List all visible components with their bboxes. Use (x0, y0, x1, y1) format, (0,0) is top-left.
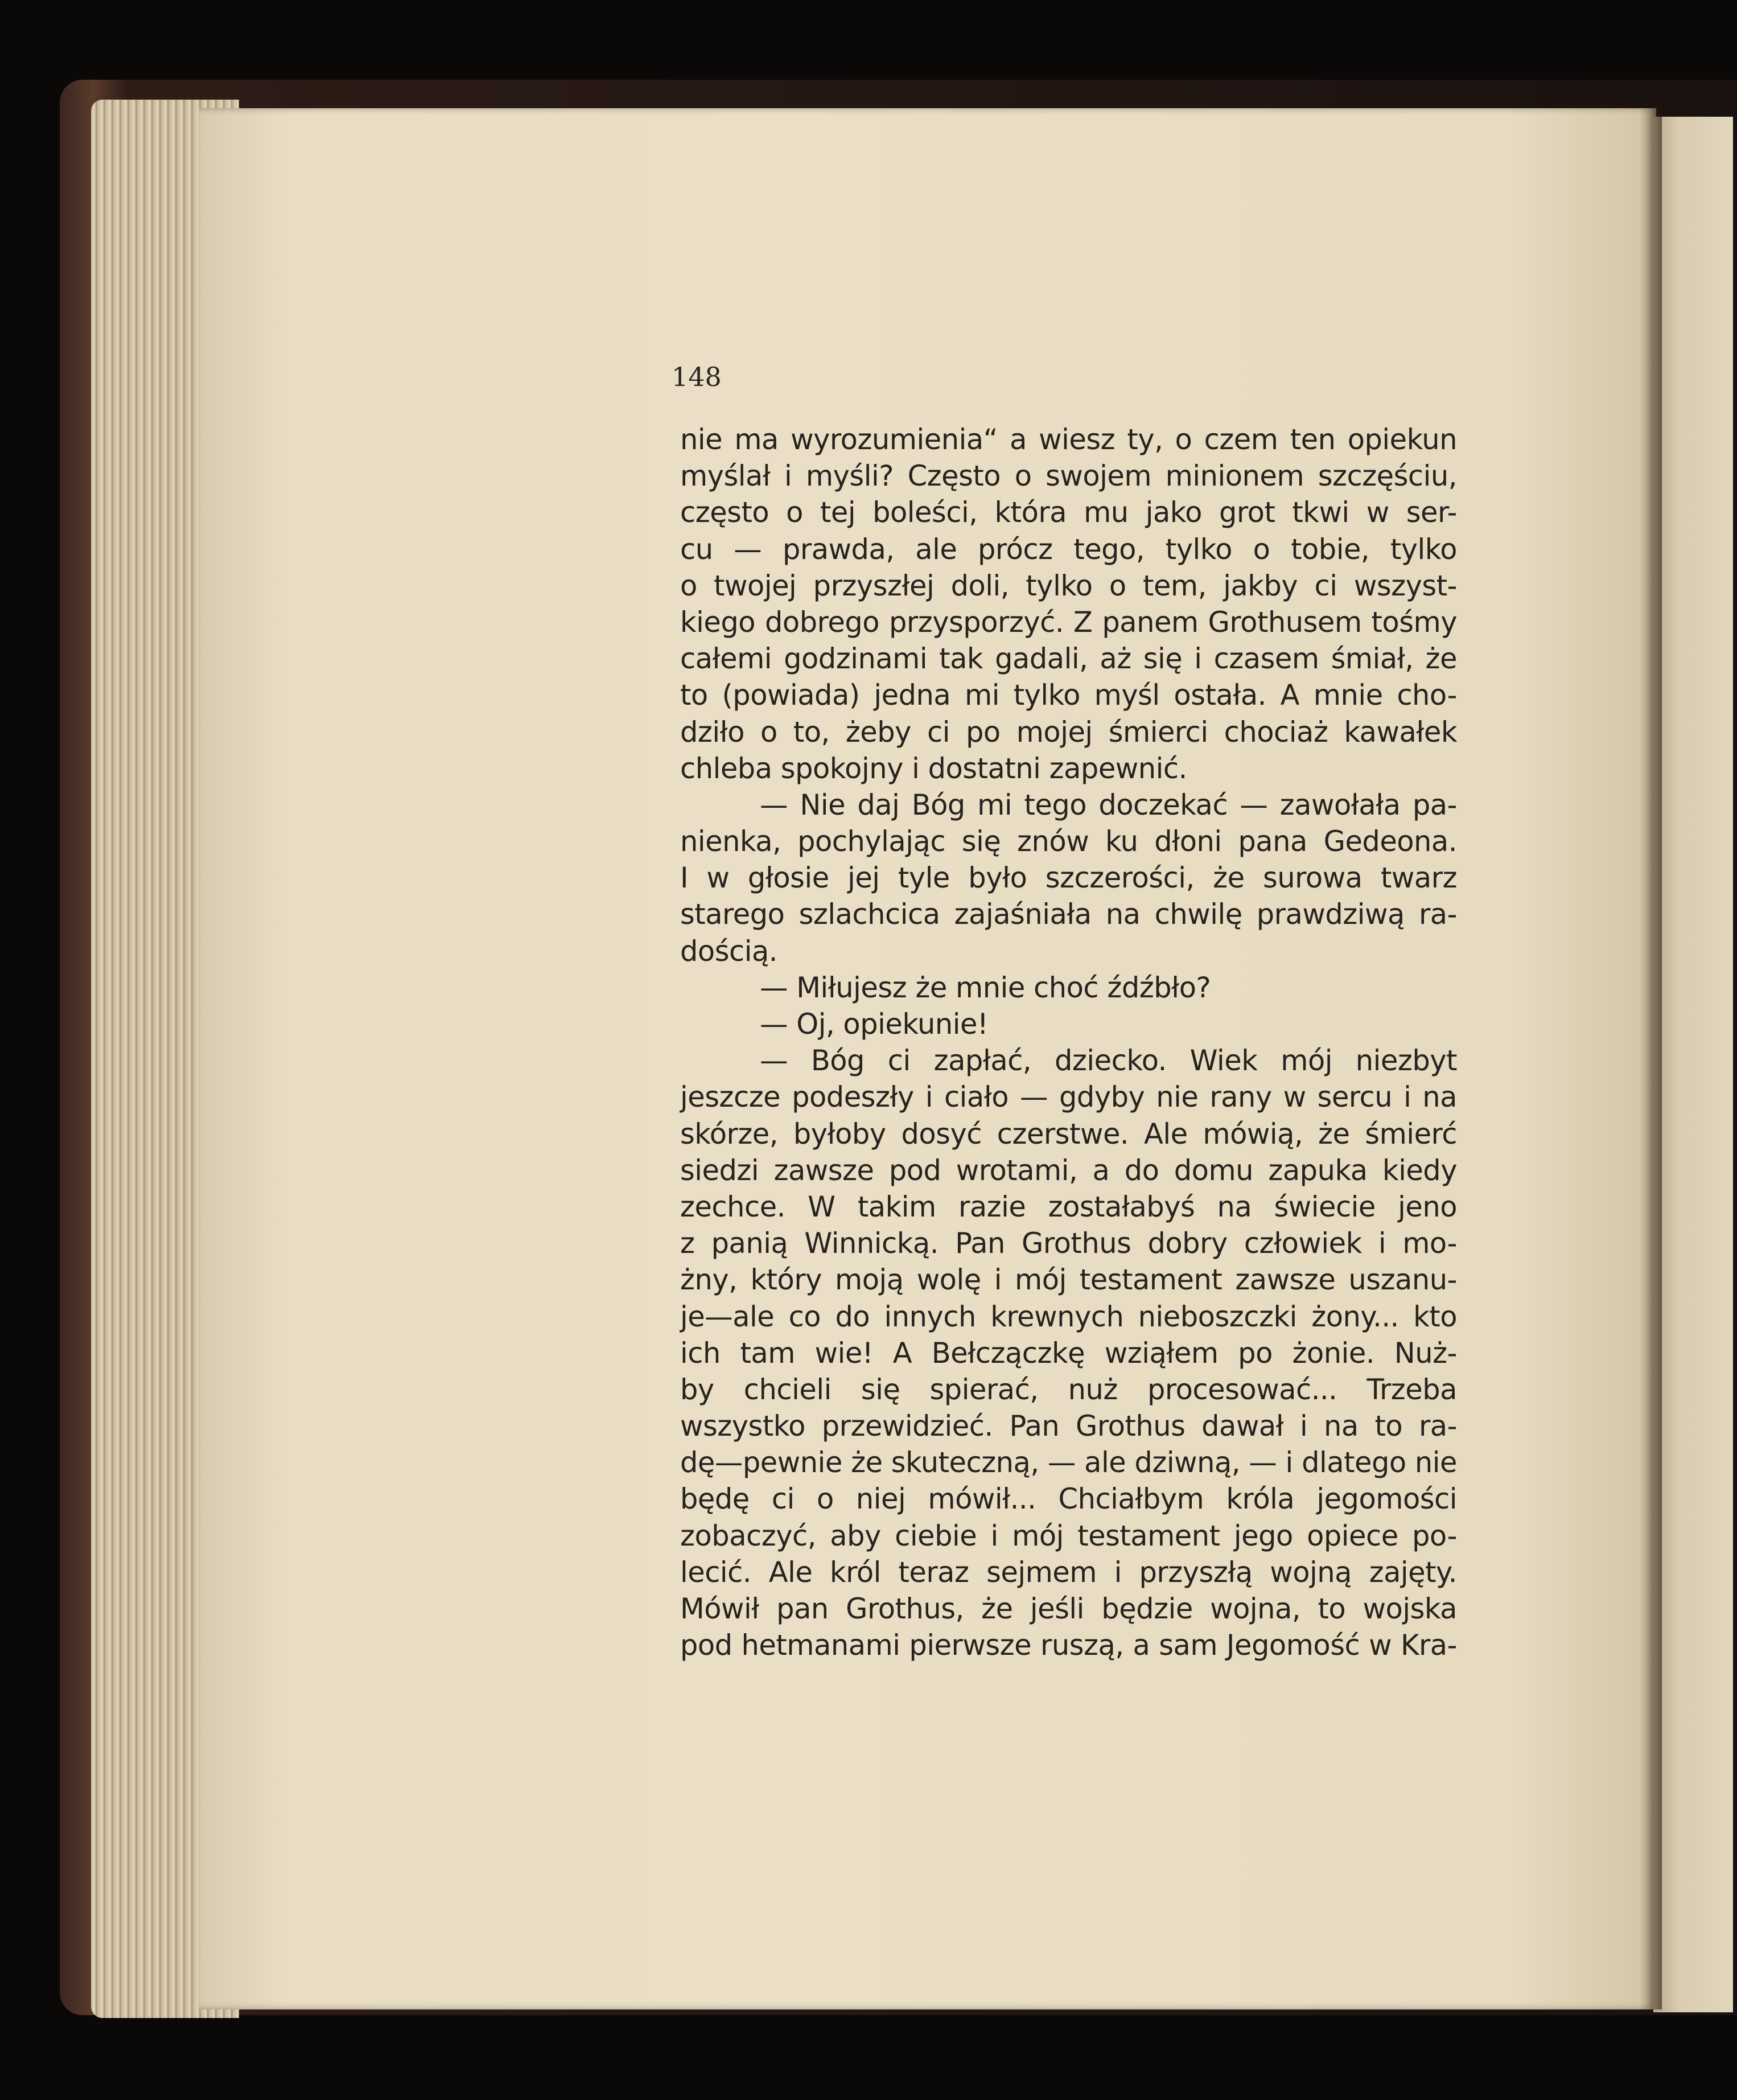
text-line: by chcieli się spierać, nuż procesować... Trzeba (680, 1372, 1457, 1406)
body-text (680, 421, 1457, 1663)
text-line: nie ma wyrozumienia“ a wiesz ty, o czem ten opiekun (680, 423, 1457, 456)
text-line: całemi godzinami tak gadali, aż się i czasem śmiał, że (680, 642, 1457, 676)
text-line: je—ale co do innych krewnych nieboszczki żony... kto (680, 1300, 1457, 1333)
text-line: cu — prawda, ale prócz tego, tylko o tobie, tylko (680, 532, 1457, 566)
text-line: będę ci o niej mówił... Chciałbym króla jegomości (680, 1482, 1457, 1516)
text-line: pod hetmanami pierwsze ruszą, a sam Jegomość w Kra- (680, 1629, 1457, 1662)
text-line: dziło o to, żeby ci po mojej śmierci chociaż kawałek (680, 715, 1457, 749)
text-line: lecić. Ale król teraz sejmem i przyszłą wojną zajęty. (680, 1555, 1457, 1589)
text-line: ich tam wie! A Bełczączkę wziąłem po żonie. Nuż- (680, 1336, 1457, 1370)
text-line: — Oj, opiekunie! (760, 1008, 989, 1041)
text-line: siedzi zawsze pod wrotami, a do domu zapuka kiedy (680, 1153, 1457, 1187)
page-number: 148 (672, 361, 722, 392)
text-line: myślał i myśli? Często o swojem minionem szczęściu, (680, 459, 1457, 493)
text-line: — Miłujesz że mnie choć źdźbło? (760, 971, 1211, 1004)
text-line: nienka, pochylając się znów ku dłoni pana Gedeona. (680, 825, 1457, 858)
text-line: starego szlachcica zajaśniała na chwilę prawdziwą ra- (680, 898, 1457, 931)
book-gutter (1639, 108, 1662, 2009)
text-line: — Bóg ci zapłać, dziecko. Wiek mój niezbyt (760, 1044, 1457, 1078)
text-line: wszystko przewidzieć. Pan Grothus dawał i na to ra- (680, 1409, 1457, 1443)
text-line: Mówił pan Grothus, że jeśli będzie wojna, to wojska (680, 1592, 1457, 1625)
text-line: zobaczyć, aby ciebie i mój testament jego opiece po- (680, 1519, 1457, 1552)
text-line: często o tej boleści, która mu jako grot tkwi w ser- (680, 496, 1457, 529)
text-line: dością. (680, 934, 778, 968)
text-line: kiego dobrego przysporzyć. Z panem Grothusem tośmy (680, 605, 1457, 639)
text-line: z panią Winnicką. Pan Grothus dobry człowiek i mo- (680, 1227, 1457, 1260)
text-line: chleba spokojny i dostatni zapewnić. (680, 751, 1187, 785)
text-line: I w głosie jej tyle było szczerości, że surowa twarz (680, 861, 1457, 895)
text-line: jeszcze podeszły i ciało — gdyby nie rany w sercu i na (680, 1080, 1457, 1114)
text-line: o twojej przyszłej doli, tylko o tem, jakby ci wszyst- (680, 569, 1457, 602)
text-line: zechce. W takim razie zostałabyś na świecie jeno (680, 1190, 1457, 1223)
text-line: skórze, byłoby dosyć czerstwe. Ale mówią, że śmierć (680, 1117, 1457, 1150)
text-line: — Nie daj Bóg mi tego doczekać — zawołała pa- (760, 788, 1457, 821)
text-line: żny, który moją wolę i mój testament zawsze uszanu- (680, 1263, 1457, 1297)
text-line: dę—pewnie że skuteczną, — ale dziwną, — i dlatego nie (680, 1446, 1457, 1480)
facing-page (1653, 117, 1733, 2012)
text-line: to (powiada) jedna mi tylko myśl ostała. A mnie cho- (680, 679, 1457, 712)
